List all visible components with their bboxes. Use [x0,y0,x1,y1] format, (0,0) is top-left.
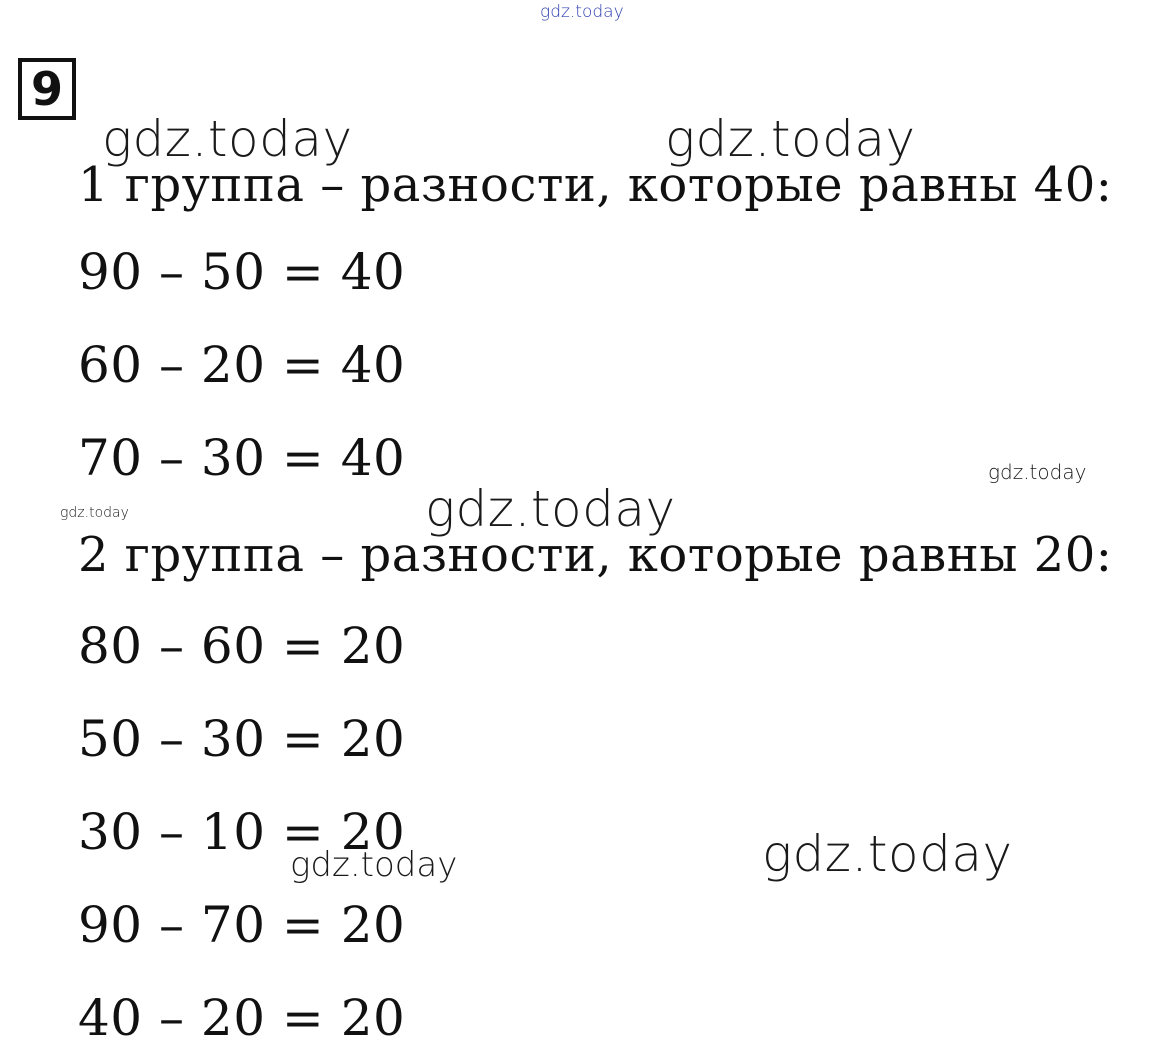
group-1-equation-3: 70 – 30 = 40 [78,429,406,487]
group-2-equation-4: 90 – 70 = 20 [78,896,406,954]
group-2-equation-3: 30 – 10 = 20 [78,803,406,861]
watermark-7: gdz.today [762,825,1013,883]
task-number-box: 9 [18,58,76,120]
watermark-3: gdz.today [425,480,676,538]
watermark-5: gdz.today [60,505,129,521]
group-1-equation-1: 90 – 50 = 40 [78,243,406,301]
group-2-heading: 2 группа – разности, которые равны 20: [78,527,1113,583]
watermark-4: gdz.today [988,460,1087,484]
watermark-1: gdz.today [102,110,353,168]
group-2-equation-5: 40 – 20 = 20 [78,989,406,1047]
watermark-top: gdz.today [540,2,624,22]
group-1-heading: 1 группа – разности, которые равны 40: [78,157,1113,213]
group-2-equation-2: 50 – 30 = 20 [78,710,406,768]
watermark-6: gdz.today [290,845,458,885]
group-1-equation-2: 60 – 20 = 40 [78,336,406,394]
group-2-equation-1: 80 – 60 = 20 [78,617,406,675]
watermark-2: gdz.today [665,110,916,168]
